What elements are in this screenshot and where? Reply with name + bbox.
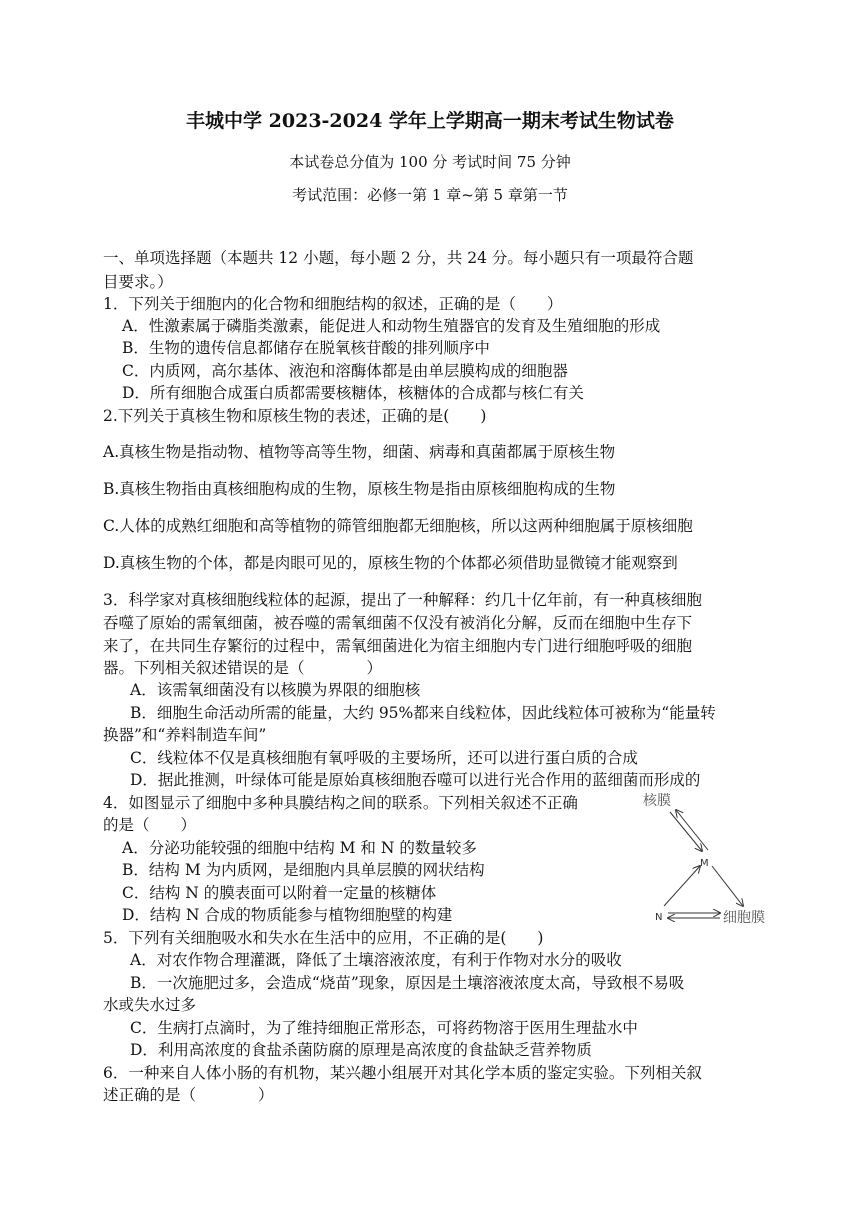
q3-option-a: A．该需氧细菌没有以核膜为界限的细胞核: [130, 681, 421, 699]
q5-option-d: D．利用高浓度的食盐杀菌防腐的原理是高浓度的食盐缺乏营养物质: [130, 1041, 592, 1059]
q5-stem: 5．下列有关细胞吸水和失水在生活中的应用，不正确的是( ): [103, 929, 544, 947]
exam-title: 丰城中学 2023-2024 学年上学期高一期末考试生物试卷: [186, 110, 674, 132]
q5-option-a: A．对农作物合理灌溉，降低了土壤溶液浓度，有利于作物对水分的吸收: [130, 951, 622, 969]
section-heading-cont: 目要求。）: [103, 273, 173, 291]
diagram-label-nuclear-membrane: 核膜: [643, 793, 671, 809]
exam-scope: 考试范围：必修一第 1 章~第 5 章第一节: [292, 186, 568, 204]
q2-option-a: A.真核生物是指动物、植物等高等生物，细菌、病毒和真菌都属于原核生物: [103, 443, 616, 461]
q3-stem-line1: 3．科学家对真核细胞线粒体的起源，提出了一种解释：约几十亿年前，有一种真核细胞: [103, 591, 702, 609]
q3-stem-line3: 来了，在共同生存繁衍的过程中，需氧细菌进化为宿主细胞内专门进行细胞呼吸的细胞: [103, 637, 693, 655]
q5-option-c: C．生病打点滴时，为了维持细胞正常形态，可将药物溶于医用生理盐水中: [130, 1019, 638, 1037]
diagram-label-n: N: [655, 912, 663, 923]
q2-option-b: B.真核生物指由真核细胞构成的生物，原核生物是指由原核细胞构成的生物: [103, 480, 616, 498]
section-heading: 一、单项选择题（本题共 12 小题，每小题 2 分，共 24 分。每小题只有一项最符合题: [103, 249, 694, 267]
q4-option-b: B．结构 M 为内质网，是细胞内具单层膜的网状结构: [122, 861, 485, 879]
q3-stem-line4: 器。下列相关叙述错误的是（ ）: [103, 659, 383, 677]
q4-option-c: C．结构 N 的膜表面可以附着一定量的核糖体: [122, 884, 437, 902]
q1-stem: 1．下列关于细胞内的化合物和细胞结构的叙述，正确的是（ ）: [103, 295, 563, 313]
q1-option-c: C．内质网，高尔基体、液泡和溶酶体都是由单层膜构成的细胞器: [122, 362, 568, 380]
q5-option-b: B．一次施肥过多，会造成“烧苗”现象，原因是土壤溶液浓度太高，导致根不易吸: [130, 974, 685, 992]
q5-option-b-cont: 水或失水过多: [103, 996, 197, 1014]
membrane-structure-diagram: [640, 788, 790, 930]
q4-option-a: A．分泌功能较强的细胞中结构 M 和 N 的数量较多: [122, 839, 477, 857]
q6-stem-line1: 6．一种来自人体小肠的有机物，某兴趣小组展开对其化学本质的鉴定实验。下列相关叙: [103, 1064, 702, 1082]
q2-option-d: D.真核生物的个体，都是肉眼可见的，原核生物的个体都必须借助显微镜才能观察到: [103, 554, 678, 572]
diagram-label-m: M: [700, 858, 709, 869]
q3-option-b: B．细胞生命活动所需的能量，大约 95%都来自线粒体，因此线粒体可被称为“能量转: [130, 704, 716, 722]
q4-stem-line2: 的是（ ）: [103, 816, 197, 834]
q3-option-b-cont: 换器”和“养料制造车间”: [103, 726, 267, 744]
q6-stem-line2: 述正确的是（ ）: [103, 1086, 274, 1104]
q4-option-d: D．结构 N 合成的物质能参与植物细胞壁的构建: [122, 906, 453, 924]
score-info: 本试卷总分值为 100 分 考试时间 75 分钟: [289, 153, 571, 171]
q3-option-d: D．据此推测，叶绿体可能是原始真核细胞吞噬可以进行光合作用的蓝细菌而形成的: [130, 771, 701, 789]
q1-option-d: D．所有细胞合成蛋白质都需要核糖体，核糖体的合成都与核仁有关: [122, 384, 584, 402]
q1-option-a: A．性激素属于磷脂类激素，能促进人和动物生殖器官的发育及生殖细胞的形成: [122, 317, 661, 335]
q2-stem: 2.下列关于真核生物和原核生物的表述，正确的是( ): [103, 407, 487, 425]
arrow-n-to-m: [664, 866, 700, 906]
q1-option-b: B．生物的遗传信息都储存在脱氧核苷酸的排列顺序中: [122, 339, 490, 357]
diagram-label-cell-membrane: 细胞膜: [723, 910, 765, 926]
arrow-m-to-cell-membrane: [712, 866, 743, 906]
arrow-nucleus-to-m: [670, 812, 702, 851]
q3-option-c: C．线粒体不仅是真核细胞有氧呼吸的主要场所，还可以进行蛋白质的合成: [130, 749, 638, 767]
q2-option-c: C.人体的成熟红细胞和高等植物的筛管细胞都无细胞核，所以这两种细胞属于原核细胞: [103, 517, 693, 535]
arrow-m-to-nucleus: [676, 810, 708, 850]
q4-stem-line1: 4．如图显示了细胞中多种具膜结构之间的联系。下列相关叙述不正确: [103, 794, 578, 812]
q3-stem-line2: 吞噬了原始的需氧细菌，被吞噬的需氧细菌不仅没有被消化分解，反而在细胞中生存下: [103, 614, 693, 632]
